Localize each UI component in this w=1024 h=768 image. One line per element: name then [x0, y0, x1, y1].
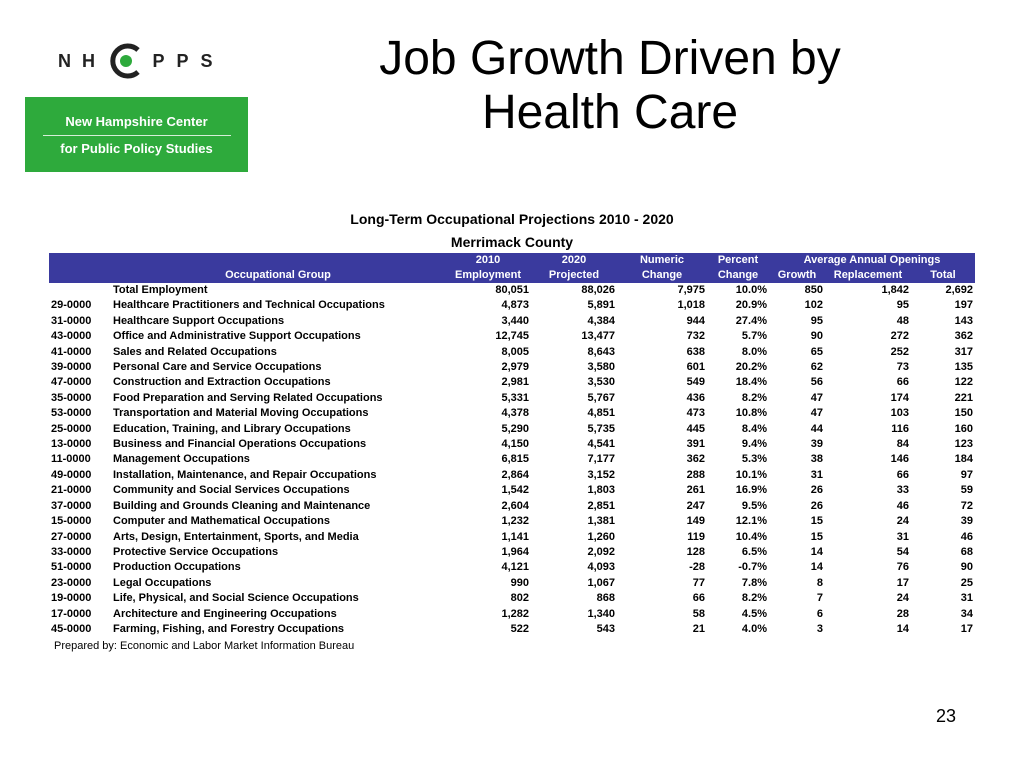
cell-replacement: 33	[896, 484, 909, 497]
cell-percent-change: 9.5%	[741, 499, 767, 512]
cell-employment-2010: 2,979	[501, 361, 529, 374]
cell-replacement: 24	[896, 592, 909, 605]
cell-numeric-change: -28	[689, 561, 705, 574]
cell-projected-2020: 4,541	[587, 438, 615, 451]
cell-percent-change: -0.7%	[738, 561, 767, 574]
cell-numeric-change: 288	[686, 468, 705, 481]
cell-code: 13-0000	[51, 438, 92, 451]
cell-occupation: Construction and Extraction Occupations	[113, 376, 331, 389]
cell-growth: 47	[810, 391, 823, 404]
cell-employment-2010: 4,873	[501, 299, 529, 312]
cell-total: 362	[954, 330, 973, 343]
cell-projected-2020: 1,260	[587, 530, 615, 543]
cell-growth: 14	[810, 545, 823, 558]
table-row	[49, 622, 975, 637]
cell-occupation: Protective Service Occupations	[113, 545, 279, 558]
cell-code: 49-0000	[51, 468, 92, 481]
cell-total: 59	[960, 484, 973, 497]
table-row	[49, 499, 975, 514]
cell-code: 39-0000	[51, 361, 92, 374]
cell-code: 41-0000	[51, 345, 92, 358]
cell-occupation: Business and Financial Operations Occupations	[113, 438, 367, 451]
header-code-top	[49, 253, 111, 268]
cell-employment-2010: 5,290	[501, 422, 529, 435]
cell-total: 46	[960, 530, 973, 543]
cell-employment-2010: 80,051	[495, 284, 529, 296]
cell-employment-2010: 12,745	[495, 330, 529, 343]
cell-code: 47-0000	[51, 376, 92, 389]
cell-growth: 47	[810, 407, 823, 420]
table-row	[49, 591, 975, 606]
cell-occupation: Healthcare Support Occupations	[113, 314, 285, 327]
cell-total: 97	[960, 468, 973, 481]
table-row	[49, 560, 975, 575]
cell-occupation: Architecture and Engineering Occupations	[113, 607, 337, 620]
cell-growth: 62	[810, 361, 823, 374]
cell-code: 21-0000	[51, 484, 92, 497]
cell-percent-change: 4.0%	[741, 622, 767, 635]
cell-percent-change: 10.4%	[735, 530, 767, 543]
cell-percent-change: 18.4%	[735, 376, 767, 389]
cell-projected-2020: 868	[596, 592, 615, 605]
cell-total: 160	[954, 422, 973, 435]
cell-growth: 65	[810, 345, 823, 358]
cell-replacement: 76	[896, 561, 909, 574]
table-row	[49, 345, 975, 360]
cell-projected-2020: 5,767	[587, 391, 615, 404]
cell-occupation: Arts, Design, Entertainment, Sports, and Media	[113, 530, 359, 543]
cell-projected-2020: 4,093	[587, 561, 615, 574]
logo-letter: N	[58, 50, 73, 71]
cell-growth: 3	[816, 622, 823, 635]
cell-numeric-change: 362	[686, 453, 705, 466]
table-row	[49, 545, 975, 560]
cell-occupation: Computer and Mathematical Occupations	[113, 515, 330, 528]
header-employment: Employment	[445, 268, 531, 283]
logo-divider	[43, 135, 231, 136]
cell-projected-2020: 543	[596, 622, 615, 635]
header-percent-change: Change	[707, 268, 769, 283]
header-projected: Projected	[531, 268, 617, 283]
cell-employment-2010: 2,864	[501, 468, 529, 481]
cell-occupation: Total Employment	[113, 284, 208, 296]
cell-percent-change: 7.8%	[741, 576, 767, 589]
cell-growth: 39	[810, 438, 823, 451]
cell-projected-2020: 8,643	[587, 345, 615, 358]
cell-replacement: 54	[896, 545, 909, 558]
cell-replacement: 103	[890, 407, 909, 420]
cell-percent-change: 6.5%	[741, 545, 767, 558]
table-row	[49, 391, 975, 406]
cell-percent-change: 20.2%	[735, 361, 767, 374]
slide-title-line1: Job Growth Driven by	[379, 32, 841, 85]
cell-growth: 850	[804, 284, 823, 296]
table-row	[49, 576, 975, 591]
header-total: Total	[911, 268, 975, 283]
cell-occupation: Management Occupations	[113, 453, 250, 466]
cell-employment-2010: 2,604	[501, 499, 529, 512]
cell-employment-2010: 802	[510, 592, 529, 605]
slide-title	[300, 32, 920, 140]
cell-total: 317	[954, 345, 973, 358]
table-row	[49, 360, 975, 375]
cell-percent-change: 10.1%	[735, 468, 767, 481]
cell-total: 72	[960, 499, 973, 512]
header-openings-top: Average Annual Openings	[769, 253, 975, 268]
cell-code: 23-0000	[51, 576, 92, 589]
cell-code: 29-0000	[51, 299, 92, 312]
cell-numeric-change: 58	[692, 607, 705, 620]
cell-occupation: Transportation and Material Moving Occupations	[113, 407, 369, 420]
cell-employment-2010: 1,141	[501, 530, 529, 543]
cell-total: 31	[960, 592, 973, 605]
cell-occupation: Production Occupations	[113, 561, 241, 574]
cell-numeric-change: 601	[686, 361, 705, 374]
cell-growth: 15	[810, 530, 823, 543]
table-row	[49, 452, 975, 467]
cell-occupation: Life, Physical, and Social Science Occupations	[113, 592, 359, 605]
cell-replacement: 66	[896, 468, 909, 481]
cell-percent-change: 8.2%	[741, 391, 767, 404]
header-percent-top: Percent	[707, 253, 769, 268]
logo-c-icon	[105, 41, 145, 81]
cell-employment-2010: 990	[510, 576, 529, 589]
cell-growth: 38	[810, 453, 823, 466]
cell-employment-2010: 1,232	[501, 515, 529, 528]
cell-occupation: Installation, Maintenance, and Repair Occupations	[113, 468, 377, 481]
cell-growth: 26	[810, 499, 823, 512]
table-body	[49, 283, 975, 637]
cell-replacement: 66	[896, 376, 909, 389]
cell-replacement: 174	[890, 391, 909, 404]
cell-growth: 90	[810, 330, 823, 343]
cell-occupation: Education, Training, and Library Occupations	[113, 422, 351, 435]
cell-numeric-change: 732	[686, 330, 705, 343]
header-code	[49, 268, 111, 283]
cell-percent-change: 8.4%	[741, 422, 767, 435]
cell-projected-2020: 4,384	[587, 314, 615, 327]
cell-numeric-change: 1,018	[677, 299, 705, 312]
cell-employment-2010: 4,121	[501, 561, 529, 574]
logo-letter: P	[176, 50, 191, 71]
cell-projected-2020: 1,340	[587, 607, 615, 620]
cell-numeric-change: 445	[686, 422, 705, 435]
cell-numeric-change: 128	[686, 545, 705, 558]
cell-code: 33-0000	[51, 545, 92, 558]
cell-numeric-change: 391	[686, 438, 705, 451]
cell-replacement: 17	[896, 576, 909, 589]
table-row	[49, 298, 975, 313]
cell-numeric-change: 119	[687, 530, 705, 543]
cell-projected-2020: 5,891	[587, 299, 615, 312]
table-row	[49, 483, 975, 498]
header-2010-top: 2010	[445, 253, 531, 268]
cell-growth: 95	[810, 314, 823, 327]
table-row	[49, 607, 975, 622]
cell-occupation: Sales and Related Occupations	[113, 345, 277, 358]
cell-employment-2010: 3,440	[501, 314, 529, 327]
cell-growth: 26	[810, 484, 823, 497]
cell-total: 197	[954, 299, 973, 312]
cell-code	[49, 283, 111, 298]
header-replacement: Replacement	[825, 268, 911, 283]
cell-occupation: Community and Social Services Occupations	[113, 484, 350, 497]
cell-replacement: 46	[896, 499, 909, 512]
table-subtitle: Merrimack County	[450, 234, 574, 250]
logo-banner	[25, 97, 248, 172]
page-number: 23	[936, 706, 957, 726]
nhcpps-logo	[25, 17, 248, 172]
cell-employment-2010: 5,331	[501, 391, 529, 404]
cell-growth: 6	[816, 607, 823, 620]
cell-employment-2010: 522	[510, 622, 529, 635]
cell-numeric-change: 247	[686, 499, 705, 512]
cell-total: 143	[954, 314, 973, 327]
cell-occupation: Office and Administrative Support Occupations	[113, 330, 361, 343]
cell-code: 45-0000	[51, 622, 92, 635]
cell-growth: 102	[804, 299, 823, 312]
cell-code: 31-0000	[51, 314, 92, 327]
table-header-row-bottom	[49, 268, 975, 283]
cell-total: 184	[954, 453, 973, 466]
cell-growth: 7	[816, 592, 823, 605]
cell-projected-2020: 3,530	[587, 376, 615, 389]
cell-code: 53-0000	[51, 407, 92, 420]
table-row	[49, 422, 975, 437]
cell-percent-change: 10.8%	[735, 407, 767, 420]
logo-line1: New Hampshire Center	[65, 113, 208, 129]
cell-projected-2020: 1,803	[587, 484, 615, 497]
logo-line2: for Public Policy Studies	[60, 140, 213, 156]
cell-growth: 44	[810, 422, 823, 435]
cell-percent-change: 9.4%	[741, 438, 767, 451]
cell-growth: 15	[810, 515, 823, 528]
cell-total: 25	[960, 576, 973, 589]
table-row	[49, 283, 975, 298]
cell-projected-2020: 2,092	[587, 545, 615, 558]
cell-projected-2020: 7,177	[587, 453, 615, 466]
cell-numeric-change: 436	[686, 391, 705, 404]
table-row	[49, 530, 975, 545]
cell-occupation: Personal Care and Service Occupations	[113, 361, 322, 374]
cell-code: 37-0000	[51, 499, 92, 512]
cell-projected-2020: 3,580	[587, 361, 615, 374]
cell-replacement: 14	[896, 622, 909, 635]
cell-percent-change: 8.0%	[741, 345, 767, 358]
cell-code: 17-0000	[51, 607, 92, 620]
cell-percent-change: 12.1%	[735, 515, 767, 528]
cell-growth: 31	[810, 468, 823, 481]
cell-percent-change: 16.9%	[735, 484, 767, 497]
cell-projected-2020: 13,477	[581, 330, 615, 343]
cell-numeric-change: 66	[692, 592, 705, 605]
table-row	[49, 314, 975, 329]
cell-total: 135	[954, 361, 973, 374]
cell-code: 15-0000	[51, 515, 92, 528]
cell-numeric-change: 944	[686, 314, 705, 327]
cell-percent-change: 20.9%	[735, 299, 767, 312]
header-numeric-change: Change	[617, 268, 707, 283]
cell-projected-2020: 1,381	[587, 515, 615, 528]
cell-total: 122	[954, 376, 973, 389]
cell-total: 90	[960, 561, 973, 574]
logo-wordmark	[25, 17, 248, 97]
cell-replacement: 48	[896, 314, 909, 327]
table-footnote: Prepared by: Economic and Labor Market Information Bureau	[54, 640, 355, 652]
table-row	[49, 406, 975, 421]
cell-total: 221	[954, 391, 973, 404]
cell-total: 150	[954, 407, 973, 420]
cell-numeric-change: 549	[686, 376, 705, 389]
cell-replacement: 95	[896, 299, 909, 312]
cell-code: 27-0000	[51, 530, 92, 543]
cell-growth: 56	[810, 376, 823, 389]
table-row	[49, 468, 975, 483]
cell-occupation: Building and Grounds Cleaning and Maintenance	[113, 499, 371, 512]
logo-letter: S	[200, 50, 215, 71]
cell-employment-2010: 1,964	[501, 545, 529, 558]
cell-total: 2,692	[945, 284, 973, 296]
cell-numeric-change: 149	[686, 515, 705, 528]
cell-projected-2020: 3,152	[587, 468, 615, 481]
cell-replacement: 24	[896, 515, 909, 528]
cell-percent-change: 4.5%	[741, 607, 767, 620]
cell-code: 51-0000	[51, 561, 92, 574]
cell-projected-2020: 5,735	[587, 422, 615, 435]
header-growth: Growth	[769, 268, 825, 283]
table-row	[49, 375, 975, 390]
cell-code: 25-0000	[51, 422, 92, 435]
header-group-top	[111, 253, 445, 268]
cell-code: 35-0000	[51, 391, 92, 404]
cell-occupation: Farming, Fishing, and Forestry Occupations	[113, 622, 345, 635]
cell-percent-change: 5.3%	[741, 453, 767, 466]
cell-occupation: Legal Occupations	[113, 576, 212, 589]
header-numeric-top: Numeric	[617, 253, 707, 268]
cell-code: 19-0000	[51, 592, 92, 605]
table-title: Long-Term Occupational Projections 2010 - 2020	[350, 211, 674, 227]
cell-projected-2020: 4,851	[587, 407, 615, 420]
cell-replacement: 84	[896, 438, 909, 451]
cell-numeric-change: 261	[686, 484, 705, 497]
cell-projected-2020: 88,026	[581, 284, 615, 296]
cell-numeric-change: 473	[686, 407, 705, 420]
table-row	[49, 329, 975, 344]
cell-growth: 14	[810, 561, 823, 574]
cell-numeric-change: 7,975	[677, 284, 705, 296]
cell-replacement: 31	[896, 530, 909, 543]
cell-replacement: 116	[891, 422, 909, 435]
cell-employment-2010: 2,981	[501, 376, 529, 389]
cell-employment-2010: 8,005	[501, 345, 529, 358]
cell-employment-2010: 1,282	[501, 607, 529, 620]
cell-occupation: Healthcare Practitioners and Technical Occupations	[113, 299, 385, 312]
cell-employment-2010: 1,542	[501, 484, 529, 497]
cell-total: 34	[960, 607, 973, 620]
cell-numeric-change: 638	[686, 345, 705, 358]
cell-code: 11-0000	[51, 453, 91, 466]
projections-table	[49, 253, 975, 637]
cell-projected-2020: 2,851	[587, 499, 615, 512]
cell-growth: 8	[816, 576, 823, 589]
cell-replacement: 1,842	[881, 284, 909, 296]
cell-total: 68	[960, 545, 973, 558]
slide-title-line2: Health Care	[481, 86, 739, 139]
cell-numeric-change: 77	[692, 576, 705, 589]
cell-employment-2010: 4,378	[501, 407, 529, 420]
logo-letter: P	[152, 50, 167, 71]
cell-replacement: 146	[890, 453, 909, 466]
table-row	[49, 514, 975, 529]
cell-percent-change: 5.7%	[741, 330, 767, 343]
cell-percent-change: 10.0%	[735, 284, 767, 296]
cell-replacement: 252	[890, 345, 909, 358]
cell-replacement: 28	[896, 607, 909, 620]
cell-code: 43-0000	[51, 330, 92, 343]
cell-percent-change: 8.2%	[741, 592, 767, 605]
cell-numeric-change: 21	[692, 622, 705, 635]
cell-occupation: Food Preparation and Serving Related Occupations	[113, 391, 383, 404]
cell-percent-change: 27.4%	[735, 314, 767, 327]
cell-employment-2010: 6,815	[501, 453, 529, 466]
cell-total: 17	[960, 622, 973, 635]
table-header-row-top	[49, 253, 975, 268]
cell-replacement: 272	[890, 330, 909, 343]
table-row	[49, 437, 975, 452]
cell-projected-2020: 1,067	[587, 576, 615, 589]
header-occupational-group: Occupational Group	[111, 268, 445, 283]
cell-total: 123	[954, 438, 973, 451]
cell-replacement: 73	[896, 361, 909, 374]
logo-letter: H	[82, 50, 97, 71]
cell-employment-2010: 4,150	[501, 438, 529, 451]
header-2020-top: 2020	[531, 253, 617, 268]
cell-total: 39	[960, 515, 973, 528]
